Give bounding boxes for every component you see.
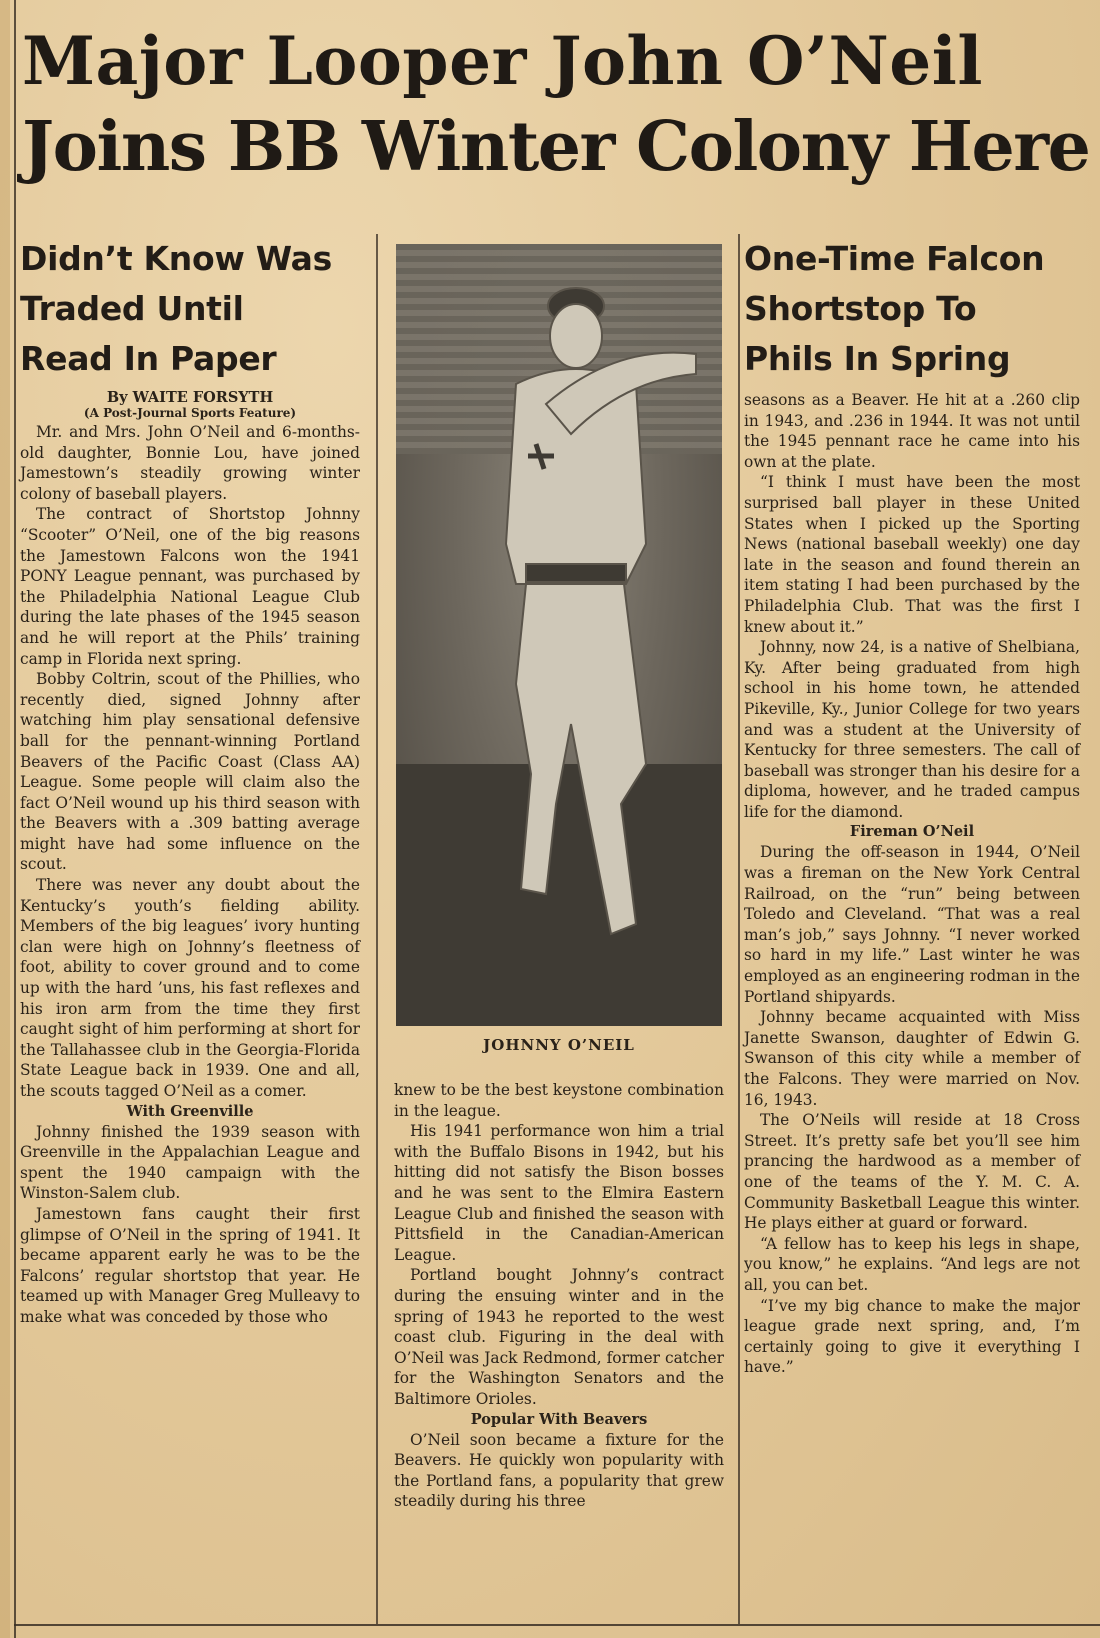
feature-credit: (A Post-Journal Sports Feature) — [83, 406, 297, 420]
photo-caption: JOHNNY O’NEIL — [483, 1036, 635, 1054]
article-paragraph: Johnny finished the 1939 season with Greenville in the Appalachian League and spent the 1940 campaign with the Winston-Salem club. — [20, 1122, 360, 1203]
player-figure — [396, 244, 722, 1026]
article-paragraph: Portland bought Johnny’s contract during the ensuing winter and in the spring of 1943 he reported to the west coast club. Figuring in the deal with O’Neil was Jack Redmond, former catcher for the Washington Senators and the Baltimore Orioles. — [394, 1266, 724, 1408]
article-paragraph: Johnny, now 24, is a native of Shelbiana, Ky. After being graduated from high school in his home town, he attended Pikeville, Ky., Junior College for two years and was a student at the University of Kentucky for three semesters. The call of baseball was stronger than his desire for a diploma, however, and he traded campus life for the diamond. — [744, 638, 1080, 821]
article-paragraph: “I think I must have been the most surprised ball player in these United States when I picked up the Sporting News (national baseball weekly) one day late in the season and found therein an item stating I had been purchased by the Philadelphia Club. That was the first I knew about it.” — [744, 473, 1080, 636]
right-subheadline-line: Shortstop To — [744, 289, 977, 328]
headline-line-1: Major Looper John O’Neil — [22, 22, 983, 100]
bottom-rule — [14, 1624, 1100, 1626]
column-rule — [738, 234, 740, 1624]
column-rule-left-border — [14, 0, 16, 1638]
player-photo — [396, 244, 722, 1026]
right-column — [744, 234, 1080, 1378]
article-paragraph: “A fellow has to keep his legs in shape, you know,” he explains. “And legs are not all, you can bet. — [744, 1234, 1080, 1294]
article-paragraph: The O’Neils will reside at 18 Cross Street. It’s pretty safe bet you’ll see him prancing the hardwood as a member of one of the teams of the Y. M. C. A. Community Basketball League this winter. He plays either at guard or forward. — [744, 1111, 1080, 1233]
left-subheadline-line: Didn’t Know Was — [20, 239, 332, 278]
article-paragraph: During the off-season in 1944, O’Neil was a fireman on the New York Central Railroad, on the “run” being between Toledo and Cleveland. “That was a real man’s job,” says Johnny. “I never worked so hard in my life.” Last winter he was employed as an engineering rodman in the Portland shipyards. — [744, 843, 1080, 1006]
left-subheadline — [20, 234, 360, 384]
middle-column — [394, 1080, 724, 1512]
right-subheadline-line: Phils In Spring — [744, 339, 1011, 378]
section-heading: Fireman O’Neil — [849, 823, 975, 841]
right-subheadline-line: One-Time Falcon — [744, 239, 1045, 278]
byline: By WAITE FORSYTH — [106, 389, 274, 406]
article-paragraph: There was never any doubt about the Kentucky’s youth’s fielding ability. Members of the big leagues’ ivory hunting clan were high on Johnny’s fleetness of foot, ability to cover ground and to come up with the hard ’uns, his fast reflexes and his iron arm from the time they first caught sight of him performing at short for the Tallahassee club in the Georgia-Florida State League back in 1939. One and all, the scouts tagged O’Neil as a comer. — [20, 876, 360, 1100]
article-paragraph: His 1941 performance won him a trial with the Buffalo Bisons in 1942, but his hitting did not satisfy the Bison bosses and he was sent to the Elmira Eastern League Club and finished the season with Pittsfield in the Canadian-American League. — [394, 1122, 724, 1264]
paper-edge — [0, 0, 10, 1638]
left-subheadline-line: Traded Until — [20, 289, 244, 328]
headline — [22, 18, 1097, 190]
article-paragraph: knew to be the best keystone combination in the league. — [394, 1081, 724, 1120]
article-paragraph: O’Neil soon became a fixture for the Beavers. He quickly won popularity with the Portland fans, a popularity that grew steadily during his three — [394, 1430, 724, 1511]
section-heading: With Greenville — [126, 1102, 254, 1120]
left-subheadline-line: Read In Paper — [20, 339, 277, 378]
section-heading: Popular With Beavers — [470, 1410, 648, 1428]
right-subheadline — [744, 234, 1080, 384]
article-paragraph: Jamestown fans caught their first glimpse of O’Neil in the spring of 1941. It became apparent early he was to be the Falcons’ regular shortstop that year. He teamed up with Manager Greg Mulleavy to make what was conceded by those who — [20, 1204, 360, 1326]
article-paragraph: “I’ve my big chance to make the major league grade next spring, and, I’m certainly going to give it everything I have.” — [744, 1296, 1080, 1377]
article-paragraph: Johnny became acquainted with Miss Janette Swanson, daughter of Edwin G. Swanson of this city while a member of the Falcons. They were married on Nov. 16, 1943. — [744, 1008, 1080, 1109]
article-paragraph: Bobby Coltrin, scout of the Phillies, who recently died, signed Johnny after watching him play sensational defensive ball for the pennant-winning Portland Beavers of the Pacific Coast (Class AA) League. Some people will claim also the fact O’Neil wound up his third season with the Beavers with a .309 batting average might have had some influence on the scout. — [20, 670, 360, 874]
column-rule — [376, 234, 378, 1624]
article-paragraph: seasons as a Beaver. He hit at a .260 clip in 1943, and .236 in 1944. It was not until the 1945 pennant race he came into his own at the plate. — [744, 391, 1080, 471]
headline-line-2: Joins BB Winter Colony Here — [22, 107, 1090, 187]
left-column — [20, 234, 360, 1328]
article-paragraph: Mr. and Mrs. John O’Neil and 6-months-old daughter, Bonnie Lou, have joined Jamestown’s steadily growing winter colony of baseball players. — [20, 423, 360, 503]
article-paragraph: The contract of Shortstop Johnny “Scooter” O’Neil, one of the big reasons the Jamestown Falcons won the 1941 PONY League pennant, was purchased by the Philadelphia National League Club during the late phases of the 1945 season and he will report at the Phils’ training camp in Florida next spring. — [20, 505, 360, 668]
